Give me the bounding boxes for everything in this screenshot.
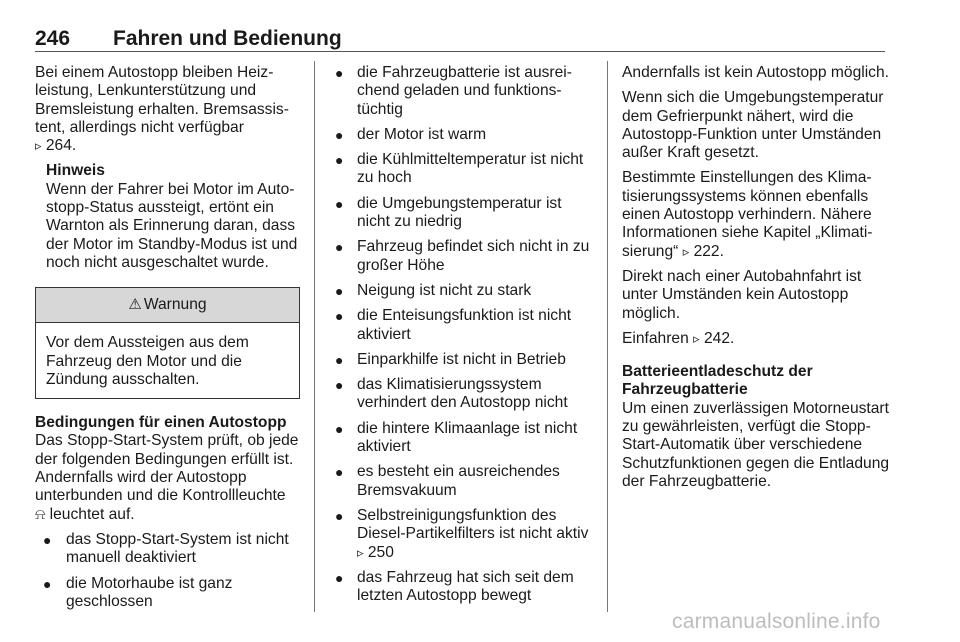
bullet-icon: ● [335, 464, 344, 481]
bullet-icon: ● [335, 126, 344, 143]
list-item: ● die hintere Klimaanlage ist nicht aktiviert [335, 419, 578, 456]
bullet-icon: ● [43, 531, 52, 548]
page-reference-icon: ▹ [693, 330, 700, 346]
page-reference[interactable]: 264. [45, 137, 77, 155]
page-reference[interactable]: 222. [693, 242, 724, 260]
conditions-text-b: leuchtet auf. [49, 505, 135, 523]
page-reference[interactable]: 250 [367, 543, 394, 561]
bullet-icon: ● [335, 377, 344, 394]
column-1 [35, 64, 300, 611]
paragraph: Bestimmte Einstellungen des Klimatisierungssystems können ebenfalls einen Autostopp verhindern. Nähere Informationen siehe Kapitel „Klimatisierung“ ▹ 222. [622, 169, 873, 260]
list-item: ● die Umgebungstemperatur ist nicht zu niedrig [335, 194, 562, 231]
list-item: ● Fahrzeug befindet sich nicht in zu großer Höhe [335, 238, 590, 274]
list-item: ● das Fahrzeug hat sich seit dem letzten Autostopp bewegt [335, 568, 574, 605]
column-divider-1 [314, 61, 315, 612]
control-light-icon: ⍾ [35, 505, 46, 523]
bullet-icon: ● [43, 575, 52, 592]
list-item: ● die Enteisungsfunktion ist nicht aktiviert [335, 307, 572, 343]
paragraph: Direkt nach einer Autobahnfahrt ist unter Umständen kein Autostopp möglich. [622, 267, 862, 322]
intro-text: Bei einem Autostopp bleiben Heizleistung, Lenkunterstützung und Bremsleistung erhalten. Bremsassistent, allerdings nicht verfügbar [35, 64, 289, 136]
section-title: Fahren und Bedienung [113, 27, 342, 50]
warning-box [35, 287, 300, 399]
bullet-icon: ● [335, 195, 344, 212]
page-header [35, 27, 885, 51]
page-reference-icon: ▹ [682, 243, 690, 259]
conditions-text [35, 432, 300, 523]
bullet-icon: ● [335, 308, 344, 325]
bullet-icon: ● [335, 239, 344, 256]
column-3 [622, 64, 890, 491]
conditions-list-2 [331, 64, 595, 605]
conditions-list-1 [35, 531, 300, 611]
conditions-text-a: Das Stopp-Start-System prüft, ob jede der folgenden Bedingungen erfüllt ist. Andernfalls wird der Autostopp unterbunden und die Kontrollleuchte [35, 432, 299, 505]
list-item: ● Einparkhilfe ist nicht in Betrieb [335, 350, 566, 368]
list-item: ● Selbstreinigungsfunktion des Diesel-Partikelfilters ist nicht aktiv ▹ 250 [335, 506, 589, 561]
list-item: ● das Stopp-Start-System ist nicht manuell deaktiviert [43, 530, 289, 567]
list-item: ● die Kühlmitteltemperatur ist nicht zu hoch [335, 151, 584, 187]
bullet-icon: ● [335, 65, 344, 81]
warning-icon: ⚠ [128, 296, 142, 314]
list-item: ● es besteht ein ausreichendes Bremsvakuum [335, 463, 560, 499]
warning-header [36, 288, 299, 323]
intro-paragraph [35, 64, 300, 155]
bullet-icon: ● [335, 569, 344, 586]
bullet-icon: ● [335, 351, 344, 368]
paragraph: Wenn sich die Umgebungstemperatur dem Gefrierpunkt nähert, wird die Autostopp-Funktion unter Umständen außer Kraft gesetzt. [622, 89, 884, 162]
list-item: ● der Motor ist warm [335, 125, 487, 143]
column-2 [331, 64, 595, 605]
conditions-heading: Bedingungen für einen Autostopp [35, 414, 287, 432]
list-item: ● die Fahrzeugbatterie ist ausreichend geladen und funktionstüchtig [335, 64, 572, 118]
header-divider [35, 51, 885, 52]
bullet-icon: ● [335, 420, 344, 437]
list-item: ● die Motorhaube ist ganz geschlossen [43, 574, 233, 610]
page-reference-icon: ▹ [357, 544, 364, 560]
list-item: ● das Klimatisierungssystem verhindert den Autostopp nicht [335, 376, 568, 412]
battery-text: Um einen zuverlässigen Motorneustart zu gewährleisten, verfügt die Stopp-Start-Automatik über verschiedene Schutzfunktionen gegen die Entladung der Fahrzeugbatterie. [622, 399, 890, 490]
warning-label: Warnung [143, 296, 207, 314]
bullet-icon: ● [335, 507, 344, 524]
page-reference-icon: ▹ [35, 138, 42, 154]
note-block [35, 162, 300, 272]
paragraph: Andernfalls ist kein Autostopp möglich. [622, 64, 889, 81]
note-title: Hinweis [46, 162, 105, 180]
warning-text: Vor dem Aussteigen aus dem Fahrzeug den Motor und die Zündung ausschalten. [46, 334, 249, 388]
list-item: ● Neigung ist nicht zu stark [335, 281, 532, 299]
page-reference[interactable]: 242. [703, 329, 735, 347]
watermark: carmanualsonline.info [672, 610, 881, 633]
note-text: Wenn der Fahrer bei Motor im Autostopp-Status aussteigt, ertönt ein Warnton als Erinnerung daran, dass der Motor im Standby-Modus ist und noch nicht ausgeschaltet wurde. [46, 180, 298, 271]
bullet-icon: ● [335, 282, 344, 299]
column-divider-2 [607, 61, 608, 612]
page-number: 246 [35, 27, 71, 50]
paragraph: Einfahren ▹ 242. [622, 329, 735, 347]
battery-heading: Batterieentladeschutz der Fahrzeugbatterie [622, 363, 813, 399]
bullet-icon: ● [335, 152, 344, 169]
